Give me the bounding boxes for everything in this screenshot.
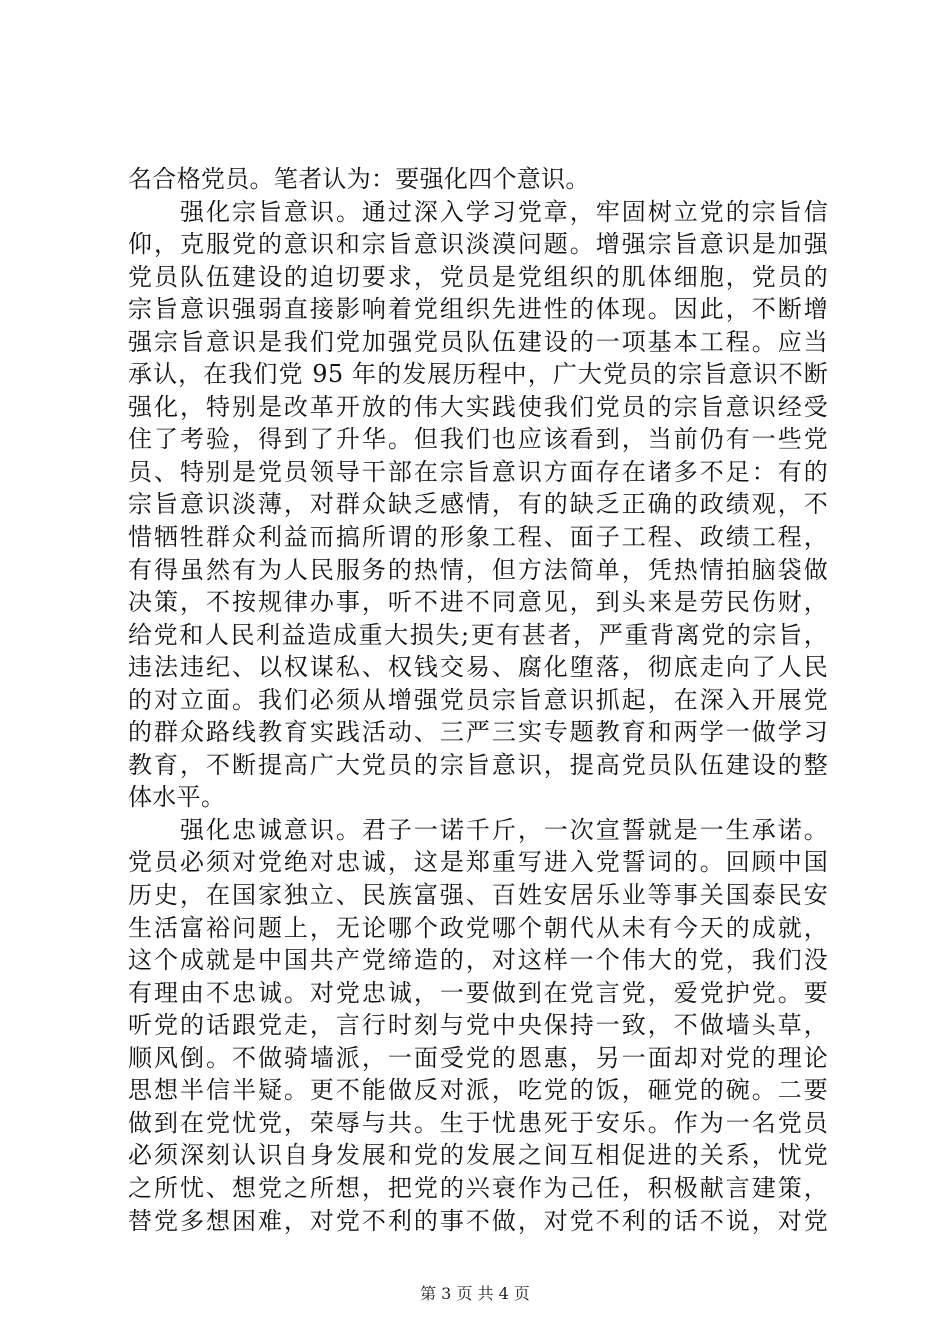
text-line: 决策，不按规律办事，听不进不同意见，到头来是劳民伤财，: [128, 588, 828, 617]
text-line: 承认，在我们党 95 年的发展历程中，广大党员的宗旨意识不断: [128, 360, 828, 389]
text-line: 替党多想困难，对党不利的事不做，对党不利的话不说，对党: [128, 1206, 828, 1235]
text-line: 强宗旨意识是我们党加强党员队伍建设的一项基本工程。应当: [128, 327, 828, 356]
text-line: 宗旨意识淡薄，对群众缺乏感情，有的缺乏正确的政绩观，不: [128, 490, 828, 519]
text-line: 违法违纪、以权谋私、权钱交易、腐化堕落，彻底走向了人民: [128, 653, 828, 682]
text-line: 之所忧、想党之所想，把党的兴衰作为己任，积极献言建策，: [128, 1173, 828, 1202]
text-line: 给党和人民利益造成重大损失;更有甚者，严重背离党的宗旨，: [128, 620, 828, 649]
text-line: 的对立面。我们必须从增强党员宗旨意识抓起，在深入开展党: [128, 685, 828, 714]
text-line: 这个成就是中国共产党缔造的，对这样一个伟大的党，我们没: [128, 946, 828, 975]
text-line: 强化宗旨意识。通过深入学习党章，牢固树立党的宗旨信: [128, 197, 828, 226]
text-line: 仰，克服党的意识和宗旨意识淡漠问题。增强宗旨意识是加强: [128, 230, 828, 259]
text-line: 思想半信半疑。更不能做反对派，吃党的饭，砸党的碗。二要: [128, 1076, 828, 1105]
text-line: 有得虽然有为人民服务的热情，但方法简单，凭热情拍脑袋做: [128, 555, 828, 584]
text-line: 的群众路线教育实践活动、三严三实专题教育和两学一做学习: [128, 718, 828, 747]
text-line: 党员队伍建设的迫切要求，党员是党组织的肌体细胞，党员的: [128, 262, 828, 291]
body-text: [128, 163, 828, 1237]
text-line: 有理由不忠诚。对党忠诚，一要做到在党言党，爱党护党。要: [128, 978, 828, 1007]
text-line: 惜牺牲群众利益而搞所谓的形象工程、面子工程、政绩工程，: [128, 523, 828, 552]
text-line: 员、特别是党员领导干部在宗旨意识方面存在诸多不足：有的: [128, 457, 828, 486]
text-line: 听党的话跟党走，言行时刻与党中央保持一致，不做墙头草，: [128, 1011, 828, 1040]
text-line: 历史，在国家独立、民族富强、百姓安居乐业等事关国泰民安: [128, 881, 828, 910]
text-line: 做到在党忧党，荣辱与共。生于忧患死于安乐。作为一名党员: [128, 1108, 828, 1137]
text-line: 生活富裕问题上，无论哪个政党哪个朝代从未有今天的成就，: [128, 913, 828, 942]
text-line: 强化忠诚意识。君子一诺千斤，一次宣誓就是一生承诺。: [128, 815, 828, 844]
text-line: 住了考验，得到了升华。但我们也应该看到，当前仍有一些党: [128, 425, 828, 454]
text-line: 强化，特别是改革开放的伟大实践使我们党员的宗旨意识经受: [128, 392, 828, 421]
text-line: 名合格党员。笔者认为：要强化四个意识。: [128, 165, 590, 193]
text-line: 宗旨意识强弱直接影响着党组织先进性的体现。因此，不断增: [128, 295, 828, 324]
text-line: 必须深刻认识自身发展和党的发展之间互相促进的关系，忧党: [128, 1141, 828, 1170]
page-footer: 第 3 页 共 4 页: [420, 1284, 530, 1303]
text-line: 体水平。: [128, 783, 226, 812]
text-line: 教育，不断提高广大党员的宗旨意识，提高党员队伍建设的整: [128, 750, 828, 779]
text-line: 党员必须对党绝对忠诚，这是郑重写进入党誓词的。回顾中国: [128, 848, 828, 877]
text-line: 顺风倒。不做骑墙派，一面受党的恩惠，另一面却对党的理论: [128, 1043, 828, 1072]
